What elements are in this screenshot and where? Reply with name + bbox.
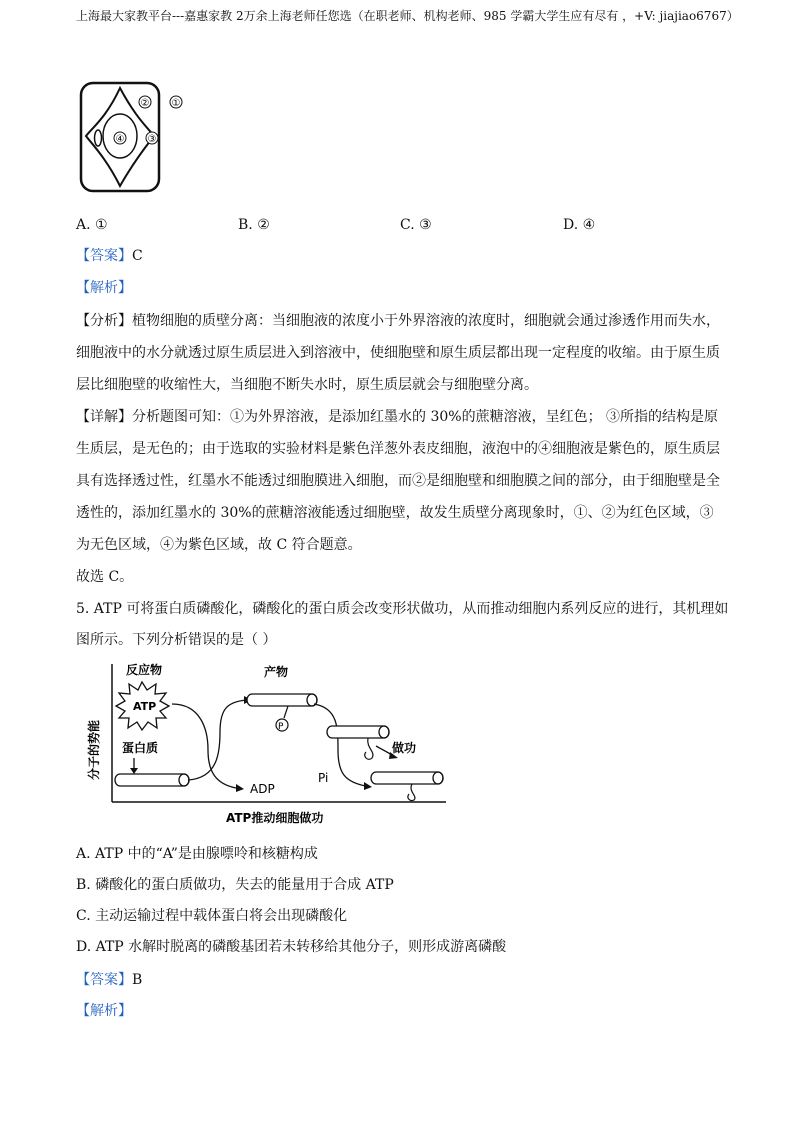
atp-label: ATP bbox=[133, 700, 157, 713]
final-protein-rod bbox=[371, 772, 443, 784]
protein-rod bbox=[115, 774, 189, 786]
conclusion-line: 故选 C。 bbox=[76, 569, 134, 585]
label-1: ① bbox=[171, 98, 181, 109]
q5-answer-line: 【答案】B bbox=[76, 972, 143, 988]
x-axis-label: ATP推动细胞做功 bbox=[226, 811, 324, 825]
answer-line: 【答案】C bbox=[76, 248, 143, 264]
option-d: D. ④ bbox=[563, 217, 596, 233]
y-axis-label: 分子的势能 bbox=[87, 719, 101, 780]
adp-label: ADP bbox=[250, 782, 275, 796]
protein-label: 蛋白质 bbox=[122, 741, 159, 755]
nucleus bbox=[95, 130, 102, 146]
product-label: 产物 bbox=[264, 665, 289, 679]
detail-line-4: 透性的，添加红墨水的 30%的蔗糖溶液能透过细胞壁，故发生质壁分离现象时，①、②为红色区域，③ bbox=[76, 505, 714, 521]
analysis-line-2: 细胞液中的水分就透过原生质层进入到溶液中，使细胞壁和原生质层都出现一定程度的收缩。由于原生质 bbox=[76, 345, 720, 361]
detail-line-1: 【详解】分析题图可知：①为外界溶液，是添加红墨水的 30%的蔗糖溶液，呈红色； ③所指的结构是原 bbox=[76, 409, 719, 425]
q5-option-d: D. ATP 水解时脱离的磷酸基团若未转移给其他分子，则形成游离磷酸 bbox=[76, 939, 507, 955]
q5-option-b: B. 磷酸化的蛋白质做功，失去的能量用于合成 ATP bbox=[76, 877, 394, 893]
cell-diagram bbox=[76, 78, 196, 198]
phosphate-label: P bbox=[278, 722, 284, 732]
option-a: A. ① bbox=[76, 217, 108, 233]
detail-line-5: 为无色区域，④为紫色区域，故 C 符合题意。 bbox=[76, 537, 362, 553]
q5-stem-line-1: 5. ATP 可将蛋白质磷酸化，磷酸化的蛋白质会改变形状做功，从而推动细胞内系列反应的进行，其机理如 bbox=[76, 601, 729, 617]
analysis-line-3: 层比细胞壁的收缩性大，当细胞不断失水时，原生质层就会与细胞壁分离。 bbox=[76, 377, 538, 393]
label-4: ④ bbox=[115, 134, 125, 145]
option-c: C. ③ bbox=[400, 217, 432, 233]
option-b: B. ② bbox=[238, 217, 270, 233]
q5-analysis-heading: 【解析】 bbox=[76, 1003, 132, 1019]
work-label: 做功 bbox=[392, 741, 417, 755]
reactant-label: 反应物 bbox=[126, 663, 163, 677]
q5-stem-line-2: 图所示。下列分析错误的是（ ） bbox=[76, 632, 277, 648]
detail-line-3: 具有选择透过性，红墨水不能透过细胞膜进入细胞，而②是细胞壁和细胞膜之间的部分，由于细胞壁是全 bbox=[76, 473, 720, 489]
label-2: ② bbox=[140, 98, 150, 109]
detail-line-2: 生质层，是无色的；由于选取的实验材料是紫色洋葱外表皮细胞，液泡中的④细胞液是紫色的，原生质层 bbox=[76, 441, 720, 457]
analysis-heading: 【解析】 bbox=[76, 280, 132, 296]
atp-mechanism-diagram bbox=[76, 660, 456, 828]
page-header: 上海最大家教平台---嘉惠家教 2万余上海老师任您选（在职老师、机构老师、985 学霸大学生应有尽有 ，+V: jiajiao6767） bbox=[76, 9, 739, 23]
q5-option-c: C. 主动运输过程中载体蛋白将会出现磷酸化 bbox=[76, 908, 348, 924]
q5-option-a: A. ATP 中的“A”是由腺嘌呤和核糖构成 bbox=[76, 846, 318, 862]
analysis-line-1: 【分析】植物细胞的质壁分离：当细胞液的浓度小于外界溶液的浓度时，细胞就会通过渗透作用而失水， bbox=[76, 313, 720, 329]
pi-label: Pi bbox=[318, 771, 329, 785]
label-3: ③ bbox=[147, 134, 157, 145]
